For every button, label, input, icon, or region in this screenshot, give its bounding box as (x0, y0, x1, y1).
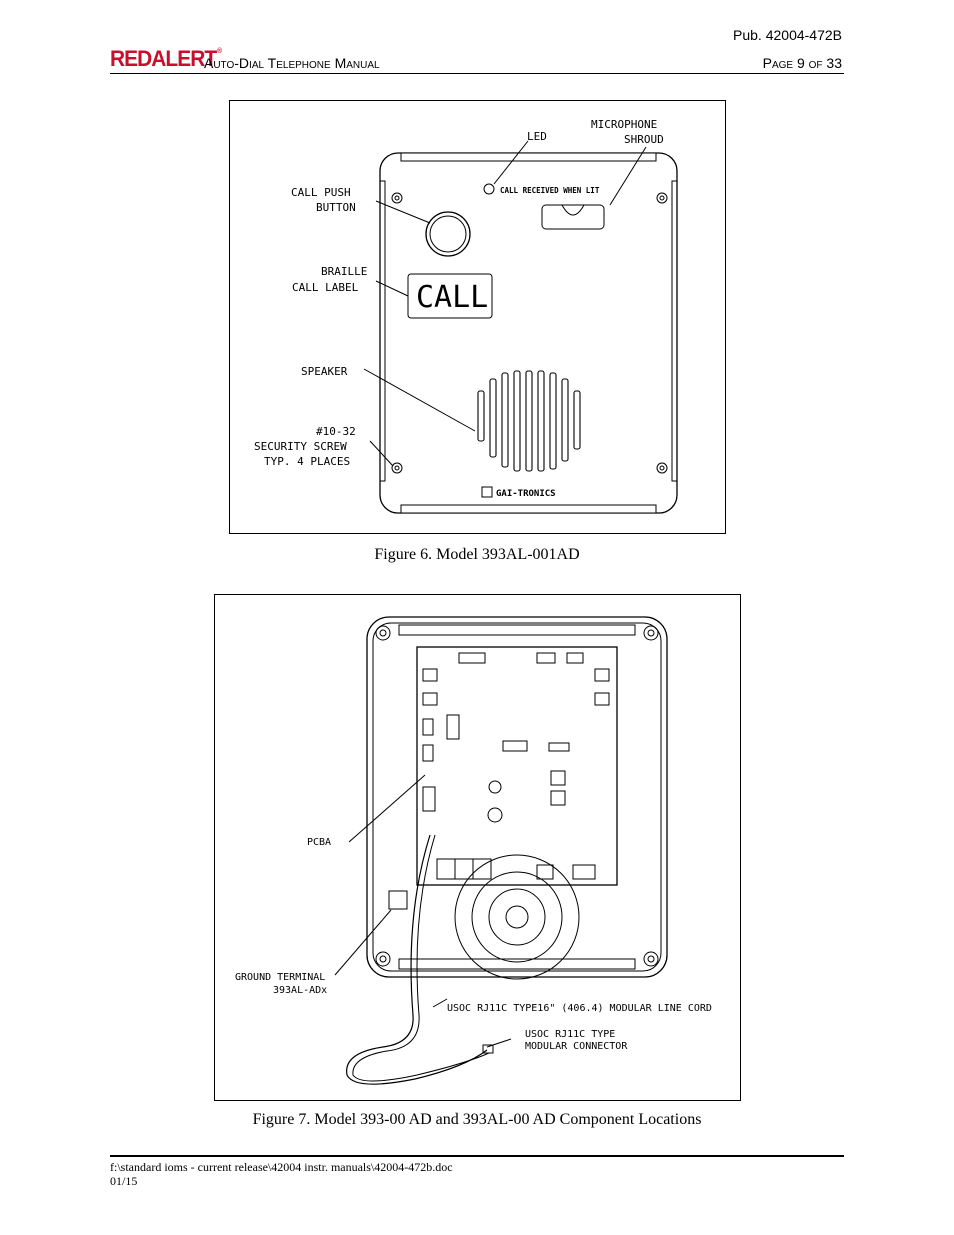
figure-7-caption: Figure 7. Model 393-00 AD and 393AL-00 AD Component Locations (252, 1111, 702, 1128)
manual-title: Auto-Dial Telephone Manual (204, 55, 380, 71)
label-braille: BRAILLE (321, 265, 368, 278)
label-call-label: CALL LABEL (292, 281, 359, 294)
figure-6-frame (229, 100, 726, 534)
label-button: BUTTON (316, 201, 356, 214)
header-rule (110, 73, 844, 74)
label-connector-type: USOC RJ11C TYPE (525, 1029, 616, 1040)
figure-7-drawing (215, 595, 740, 1100)
label-call-received: CALL RECEIVED WHEN LIT (500, 186, 600, 195)
label-pcba: PCBA (307, 837, 332, 848)
brand-plate: GAI-TRONICS (496, 489, 556, 499)
label-speaker: SPEAKER (301, 365, 348, 378)
figure-6-drawing (230, 101, 725, 533)
footer-file-path: f:\standard ioms - current release\42004 instr. manuals\42004-472b.doc (110, 1160, 453, 1174)
label-line-cord: USOC RJ11C TYPE16" (406.4) MODULAR LINE CORD (447, 1003, 712, 1014)
pub-number: Pub. 42004-472B (733, 27, 842, 43)
braille-call-text: CALL (416, 280, 489, 315)
red-alert-logo: REDALERT® (110, 46, 222, 71)
screw-icon (392, 193, 667, 473)
footer-rule (110, 1155, 844, 1157)
footer-date: 01/15 (110, 1174, 138, 1188)
label-security-screw: SECURITY SCREW (254, 440, 347, 453)
figure-6-caption: Figure 6. Model 393AL-001AD (374, 546, 580, 563)
label-call-push: CALL PUSH (291, 186, 351, 199)
figure-7-frame (214, 594, 741, 1101)
label-led: LED (527, 130, 547, 143)
label-microphone: MICROPHONE (591, 118, 658, 131)
label-shroud: SHROUD (624, 133, 664, 146)
label-ground-terminal: GROUND TERMINAL (235, 972, 326, 983)
label-typ-places: TYP. 4 PLACES (264, 455, 351, 468)
page-number: Page 9 of 33 (762, 55, 842, 71)
label-screw-size: #10-32 (316, 425, 356, 438)
label-ground-model: 393AL-ADx (273, 985, 328, 996)
label-modular-connector: MODULAR CONNECTOR (525, 1041, 628, 1052)
